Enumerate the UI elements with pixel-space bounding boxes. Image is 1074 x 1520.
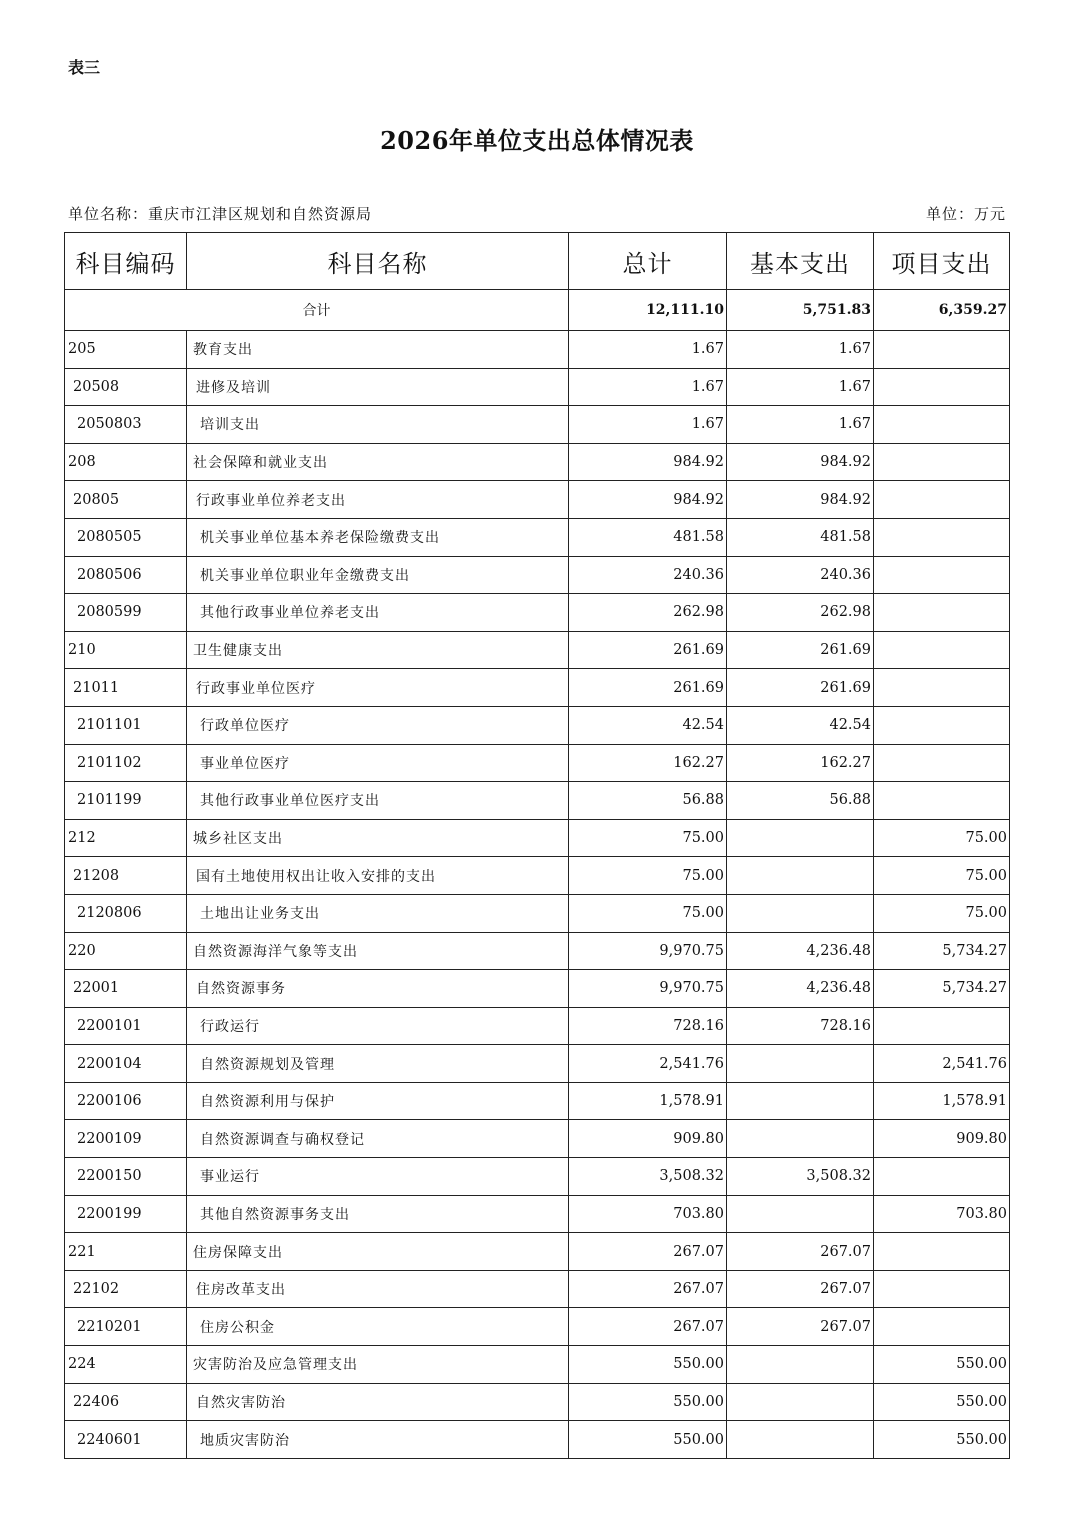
header-project: 项目支出 xyxy=(874,233,1010,290)
table-row xyxy=(65,1383,1010,1421)
row-basic: 4,236.48 xyxy=(727,932,874,970)
header-basic: 基本支出 xyxy=(727,233,874,290)
row-total: 984.92 xyxy=(569,481,727,519)
row-total: 1.67 xyxy=(569,331,727,369)
row-code: 221 xyxy=(65,1233,187,1271)
table-row xyxy=(65,1158,1010,1196)
row-name: 教育支出 xyxy=(187,331,569,369)
table-row xyxy=(65,556,1010,594)
row-name: 灾害防治及应急管理支出 xyxy=(187,1346,569,1384)
table-row xyxy=(65,819,1010,857)
row-project: 75.00 xyxy=(874,857,1010,895)
row-basic xyxy=(727,1195,874,1233)
table-row xyxy=(65,1233,1010,1271)
table-row xyxy=(65,932,1010,970)
table-row xyxy=(65,1082,1010,1120)
summary-total: 12,111.10 xyxy=(569,290,727,331)
table-row xyxy=(65,782,1010,820)
row-name: 机关事业单位职业年金缴费支出 xyxy=(187,556,569,594)
row-total: 703.80 xyxy=(569,1195,727,1233)
row-total: 550.00 xyxy=(569,1421,727,1459)
row-code: 205 xyxy=(65,331,187,369)
row-total: 262.98 xyxy=(569,594,727,632)
row-project: 75.00 xyxy=(874,819,1010,857)
row-project: 5,734.27 xyxy=(874,932,1010,970)
row-total: 481.58 xyxy=(569,518,727,556)
row-name: 行政运行 xyxy=(187,1007,569,1045)
row-basic: 262.98 xyxy=(727,594,874,632)
row-code: 20508 xyxy=(65,368,187,406)
row-basic: 1.67 xyxy=(727,368,874,406)
row-project xyxy=(874,443,1010,481)
row-basic xyxy=(727,1346,874,1384)
row-basic: 240.36 xyxy=(727,556,874,594)
row-basic: 984.92 xyxy=(727,443,874,481)
row-project xyxy=(874,631,1010,669)
header-code: 科目编码 xyxy=(65,233,187,290)
row-total: 267.07 xyxy=(569,1233,727,1271)
row-name: 住房改革支出 xyxy=(187,1270,569,1308)
row-name: 土地出让业务支出 xyxy=(187,894,569,932)
row-code: 220 xyxy=(65,932,187,970)
unit-name: 单位名称：重庆市江津区规划和自然资源局 xyxy=(68,205,373,223)
row-project: 550.00 xyxy=(874,1383,1010,1421)
row-total: 75.00 xyxy=(569,819,727,857)
table-row xyxy=(65,1421,1010,1459)
row-code: 2101102 xyxy=(65,744,187,782)
row-project xyxy=(874,481,1010,519)
row-name: 城乡社区支出 xyxy=(187,819,569,857)
row-name: 行政事业单位医疗 xyxy=(187,669,569,707)
row-project xyxy=(874,782,1010,820)
row-code: 2210201 xyxy=(65,1308,187,1346)
row-total: 9,970.75 xyxy=(569,970,727,1008)
row-project xyxy=(874,669,1010,707)
row-code: 2200106 xyxy=(65,1082,187,1120)
row-name: 培训支出 xyxy=(187,406,569,444)
row-project xyxy=(874,518,1010,556)
table-row xyxy=(65,894,1010,932)
row-name: 住房公积金 xyxy=(187,1308,569,1346)
row-code: 20805 xyxy=(65,481,187,519)
row-name: 自然资源利用与保护 xyxy=(187,1082,569,1120)
row-name: 社会保障和就业支出 xyxy=(187,443,569,481)
table-header-row xyxy=(65,233,1010,290)
table-row xyxy=(65,594,1010,632)
expenditure-table xyxy=(64,232,1010,1459)
row-code: 22102 xyxy=(65,1270,187,1308)
row-total: 984.92 xyxy=(569,443,727,481)
row-name: 自然资源规划及管理 xyxy=(187,1045,569,1083)
row-name: 自然资源海洋气象等支出 xyxy=(187,932,569,970)
row-basic: 261.69 xyxy=(727,669,874,707)
row-basic: 267.07 xyxy=(727,1233,874,1271)
row-code: 2080505 xyxy=(65,518,187,556)
summary-label: 合计 xyxy=(65,290,569,331)
row-code: 2101199 xyxy=(65,782,187,820)
row-project: 5,734.27 xyxy=(874,970,1010,1008)
header-name: 科目名称 xyxy=(187,233,569,290)
table-row xyxy=(65,857,1010,895)
row-name: 自然资源事务 xyxy=(187,970,569,1008)
row-basic: 267.07 xyxy=(727,1308,874,1346)
row-name: 地质灾害防治 xyxy=(187,1421,569,1459)
row-total: 56.88 xyxy=(569,782,727,820)
row-total: 550.00 xyxy=(569,1346,727,1384)
row-code: 2200101 xyxy=(65,1007,187,1045)
row-code: 208 xyxy=(65,443,187,481)
row-project xyxy=(874,1308,1010,1346)
row-code: 2120806 xyxy=(65,894,187,932)
row-total: 75.00 xyxy=(569,894,727,932)
row-total: 42.54 xyxy=(569,706,727,744)
table-row xyxy=(65,1308,1010,1346)
row-project xyxy=(874,556,1010,594)
row-project: 550.00 xyxy=(874,1421,1010,1459)
table-row xyxy=(65,1195,1010,1233)
row-basic: 261.69 xyxy=(727,631,874,669)
row-code: 21011 xyxy=(65,669,187,707)
row-name: 住房保障支出 xyxy=(187,1233,569,1271)
row-total: 267.07 xyxy=(569,1308,727,1346)
row-total: 261.69 xyxy=(569,631,727,669)
row-code: 210 xyxy=(65,631,187,669)
row-code: 2050803 xyxy=(65,406,187,444)
row-project xyxy=(874,1233,1010,1271)
row-basic: 162.27 xyxy=(727,744,874,782)
row-project xyxy=(874,406,1010,444)
row-basic: 984.92 xyxy=(727,481,874,519)
row-name: 自然资源调查与确权登记 xyxy=(187,1120,569,1158)
row-name: 其他行政事业单位医疗支出 xyxy=(187,782,569,820)
row-code: 2080506 xyxy=(65,556,187,594)
row-basic: 1.67 xyxy=(727,331,874,369)
row-total: 9,970.75 xyxy=(569,932,727,970)
table-row xyxy=(65,481,1010,519)
row-project xyxy=(874,706,1010,744)
table-row xyxy=(65,518,1010,556)
row-basic xyxy=(727,819,874,857)
row-project: 703.80 xyxy=(874,1195,1010,1233)
table-row xyxy=(65,1270,1010,1308)
row-name: 进修及培训 xyxy=(187,368,569,406)
row-total: 2,541.76 xyxy=(569,1045,727,1083)
row-code: 2080599 xyxy=(65,594,187,632)
table-row xyxy=(65,706,1010,744)
row-total: 261.69 xyxy=(569,669,727,707)
table-row xyxy=(65,1120,1010,1158)
row-basic: 42.54 xyxy=(727,706,874,744)
row-project: 550.00 xyxy=(874,1346,1010,1384)
row-name: 行政单位医疗 xyxy=(187,706,569,744)
row-code: 22001 xyxy=(65,970,187,1008)
row-code: 22406 xyxy=(65,1383,187,1421)
row-name: 行政事业单位养老支出 xyxy=(187,481,569,519)
row-name: 其他行政事业单位养老支出 xyxy=(187,594,569,632)
table-row xyxy=(65,669,1010,707)
row-basic: 3,508.32 xyxy=(727,1158,874,1196)
row-name: 事业单位医疗 xyxy=(187,744,569,782)
row-basic xyxy=(727,1045,874,1083)
row-total: 1.67 xyxy=(569,368,727,406)
table-row xyxy=(65,443,1010,481)
row-project xyxy=(874,1158,1010,1196)
row-project: 2,541.76 xyxy=(874,1045,1010,1083)
row-total: 550.00 xyxy=(569,1383,727,1421)
table-row xyxy=(65,331,1010,369)
row-code: 212 xyxy=(65,819,187,857)
summary-row xyxy=(65,290,1010,331)
table-row xyxy=(65,368,1010,406)
row-code: 2200150 xyxy=(65,1158,187,1196)
table-row xyxy=(65,744,1010,782)
row-project: 1,578.91 xyxy=(874,1082,1010,1120)
row-total: 3,508.32 xyxy=(569,1158,727,1196)
table-row xyxy=(65,1346,1010,1384)
summary-basic: 5,751.83 xyxy=(727,290,874,331)
currency-unit-label: 单位：万元 xyxy=(925,205,1006,223)
row-basic: 728.16 xyxy=(727,1007,874,1045)
row-code: 2240601 xyxy=(65,1421,187,1459)
row-name: 机关事业单位基本养老保险缴费支出 xyxy=(187,518,569,556)
row-total: 240.36 xyxy=(569,556,727,594)
header-total: 总计 xyxy=(569,233,727,290)
table-row xyxy=(65,1007,1010,1045)
row-total: 909.80 xyxy=(569,1120,727,1158)
row-code: 2101101 xyxy=(65,706,187,744)
row-basic: 56.88 xyxy=(727,782,874,820)
row-name: 卫生健康支出 xyxy=(187,631,569,669)
table-row xyxy=(65,406,1010,444)
row-basic xyxy=(727,1120,874,1158)
row-code: 2200199 xyxy=(65,1195,187,1233)
row-total: 75.00 xyxy=(569,857,727,895)
table-row xyxy=(65,631,1010,669)
row-basic xyxy=(727,894,874,932)
row-basic: 1.67 xyxy=(727,406,874,444)
table-row xyxy=(65,1045,1010,1083)
row-code: 224 xyxy=(65,1346,187,1384)
row-basic: 481.58 xyxy=(727,518,874,556)
table-number-label: 表三 xyxy=(68,58,101,77)
row-code: 2200104 xyxy=(65,1045,187,1083)
table-row xyxy=(65,970,1010,1008)
row-basic xyxy=(727,857,874,895)
summary-project: 6,359.27 xyxy=(874,290,1010,331)
row-total: 162.27 xyxy=(569,744,727,782)
row-code: 2200109 xyxy=(65,1120,187,1158)
page-title: 2026年单位支出总体情况表 xyxy=(380,126,694,155)
row-total: 1,578.91 xyxy=(569,1082,727,1120)
row-code: 21208 xyxy=(65,857,187,895)
row-basic xyxy=(727,1421,874,1459)
row-project xyxy=(874,331,1010,369)
row-total: 1.67 xyxy=(569,406,727,444)
row-basic: 267.07 xyxy=(727,1270,874,1308)
row-name: 自然灾害防治 xyxy=(187,1383,569,1421)
row-project xyxy=(874,1270,1010,1308)
row-name: 其他自然资源事务支出 xyxy=(187,1195,569,1233)
row-basic xyxy=(727,1383,874,1421)
row-project xyxy=(874,744,1010,782)
row-project xyxy=(874,594,1010,632)
row-basic xyxy=(727,1082,874,1120)
row-project: 75.00 xyxy=(874,894,1010,932)
row-name: 事业运行 xyxy=(187,1158,569,1196)
row-total: 728.16 xyxy=(569,1007,727,1045)
row-name: 国有土地使用权出让收入安排的支出 xyxy=(187,857,569,895)
row-basic: 4,236.48 xyxy=(727,970,874,1008)
row-project: 909.80 xyxy=(874,1120,1010,1158)
row-project xyxy=(874,368,1010,406)
row-project xyxy=(874,1007,1010,1045)
row-total: 267.07 xyxy=(569,1270,727,1308)
